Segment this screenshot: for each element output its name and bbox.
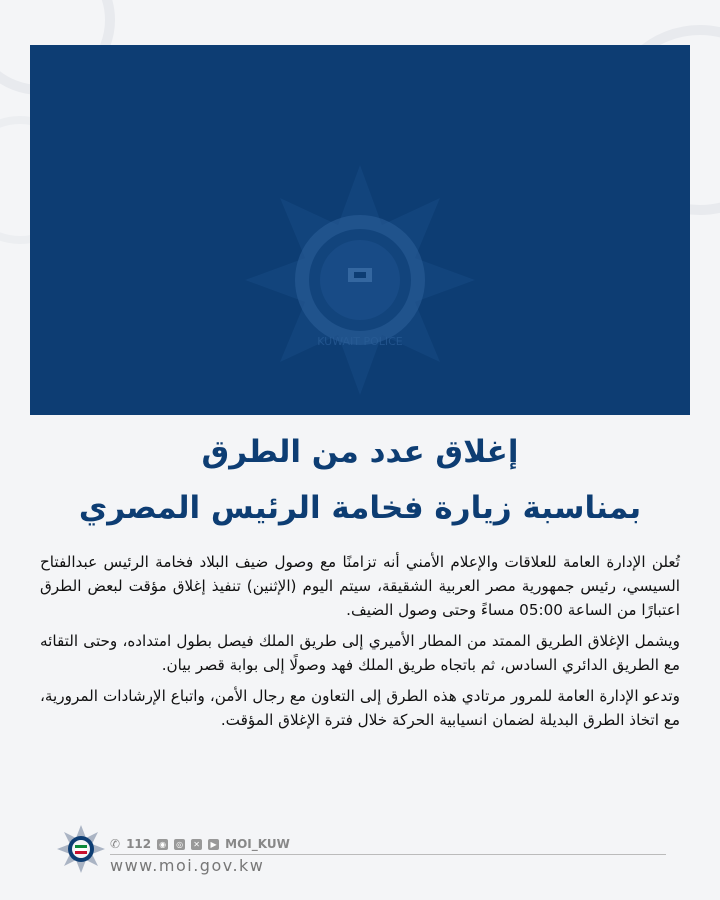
social-handle: MOI_KUW	[225, 837, 290, 851]
kuwait-police-logo	[56, 824, 106, 874]
website-link[interactable]: www.moi.gov.kw	[110, 856, 265, 875]
emblem-text: KUWAIT POLICE	[317, 335, 403, 348]
phone-number: 112	[126, 837, 152, 851]
header-banner	[30, 45, 690, 415]
instagram-icon[interactable]: ◎	[174, 839, 185, 850]
paragraph-3: وتدعو الإدارة العامة للمرور مرتادي هذه الطرق إلى التعاون مع رجال الأمن، واتباع الإرشادات المرورية، مع اتخاذ الطرق البديلة لضمان انسيابية الحركة خلال فترة الإغلاق المؤقت.	[40, 687, 680, 729]
snapchat-icon[interactable]: ◉	[157, 839, 168, 850]
youtube-icon[interactable]: ▶	[208, 839, 219, 850]
x-icon[interactable]: ✕	[191, 839, 202, 850]
footer-divider	[110, 854, 666, 855]
police-emblem-watermark	[30, 45, 690, 415]
footer	[50, 822, 670, 882]
phone-icon: ✆	[110, 837, 121, 851]
contact-row	[110, 834, 290, 854]
paragraph-1: تُعلن الإدارة العامة للعلاقات والإعلام الأمني أنه تزامنًا مع وصول ضيف البلاد فخامة الرئيس عبدالفتاح السيسي، رئيس جمهورية مصر العربية الشقيقة، سيتم اليوم (الإثنين) تنفيذ إغلاق مؤقت لبعض الطرق اعتبارًا من الساعة 05:00 مساءً وحتى وصول الضيف.	[40, 553, 680, 619]
paragraph-2: ويشمل الإغلاق الطريق الممتد من المطار الأميري إلى طريق الملك فيصل بطول امتداده، وحتى التقائه مع الطريق الدائري السادس، ثم باتجاه طريق الملك فهد وصولًا إلى بوابة قصر بيان.	[40, 632, 680, 674]
announcement-body	[40, 550, 680, 739]
headline-line-2: بمناسبة زيارة فخامة الرئيس المصري	[78, 490, 642, 526]
headline-line-1: إغلاق عدد من الطرق	[201, 434, 519, 470]
